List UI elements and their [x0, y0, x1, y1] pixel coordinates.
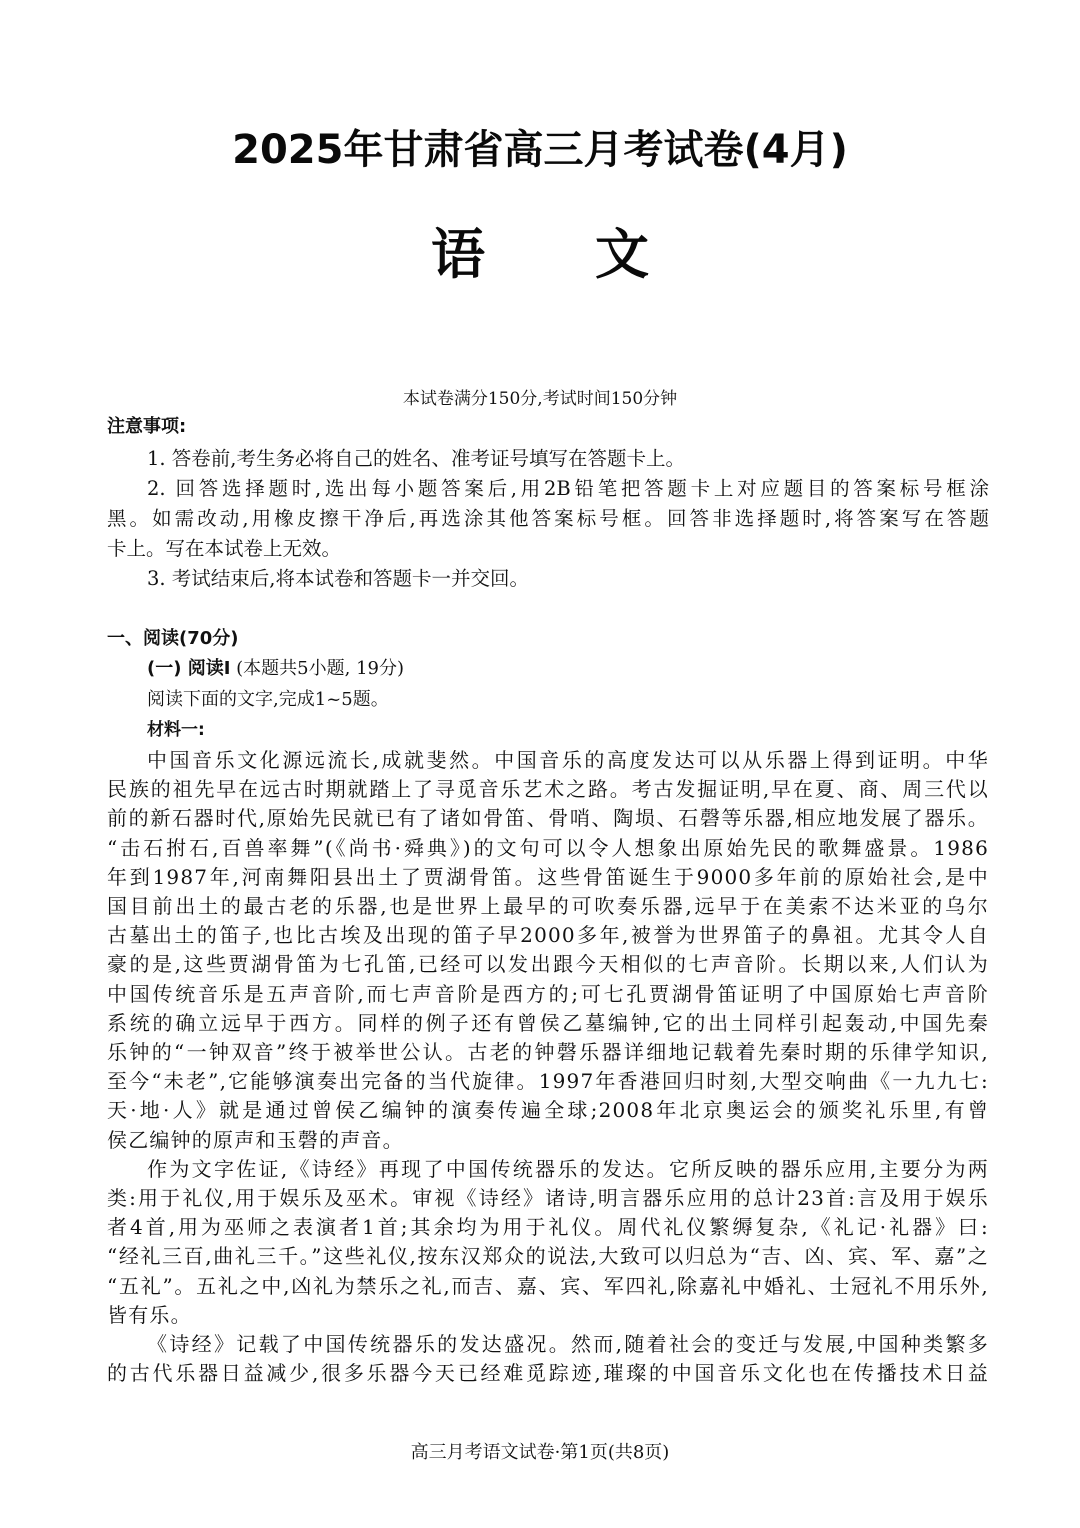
passage-line: 国目前出土的最古老的乐器,也是世界上最早的可吹奏乐器,远早于在美索不达米亚的乌尔 — [107, 894, 989, 919]
passage-line: 前的新石器时代,原始先民就已有了诸如骨笛、骨哨、陶埙、石磬等乐器,相应地发展了器乐。 — [107, 806, 989, 831]
sub-section-scope: (本题共5小题, 19分) — [236, 658, 405, 679]
subject-char-2: 文 — [595, 223, 649, 286]
notice-heading: 注意事项: — [107, 416, 187, 437]
passage-line: “五礼”。五礼之中,凶礼为禁乐之礼,而吉、嘉、宾、军四礼,除嘉礼中婚礼、士冠礼不用乐外, — [107, 1273, 989, 1298]
passage-line: 年到1987年,河南舞阳县出土了贾湖骨笛。这些骨笛诞生于9000多年前的原始社会,是中 — [107, 864, 989, 889]
passage-line: 侯乙编钟的原声和玉磬的声音。 — [107, 1127, 404, 1152]
passage-line: 乐钟的“一钟双音”终于被举世公认。古老的钟磬乐器详细地记载着先秦时期的乐律学知识, — [107, 1040, 989, 1065]
passage-line: 类:用于礼仪,用于娱乐及巫术。审视《诗经》诸诗,明言器乐应用的总计23首:言及用于娱乐 — [107, 1186, 989, 1211]
passage-line: 系统的确立远早于西方。同样的例子还有曾侯乙墓编钟,它的出土同样引起轰动,中国先秦 — [107, 1010, 989, 1035]
notice-line: 3. 考试结束后,将本试卷和答题卡一并交回。 — [147, 567, 530, 590]
material-label: 材料一: — [147, 720, 205, 740]
passage-line: 古墓出土的笛子,也比古埃及出现的笛子早2000多年,被誉为世界笛子的鼻祖。尤其令人自 — [107, 923, 989, 948]
subject-char-1: 语 — [431, 223, 485, 286]
passage — [107, 746, 989, 1388]
section-heading: 一、阅读(70分) — [107, 628, 239, 649]
exam-title: 2025年甘肃省高三月考试卷(4月) — [232, 127, 848, 173]
passage-line: 天·地·人》就是通过曾侯乙编钟的演奏传遍全球;2008年北京奥运会的颁奖礼乐里,有曾 — [107, 1098, 989, 1123]
sub-section-title: (一) 阅读I — [147, 658, 231, 679]
passage-line: 中国音乐文化源远流长,成就斐然。中国音乐的高度发达可以从乐器上得到证明。中华 — [147, 748, 989, 772]
passage-line: “经礼三百,曲礼三千。”这些礼仪,按东汉郑众的说法,大致可以归总为“吉、凶、宾、军、嘉”之 — [107, 1244, 989, 1269]
reading-instruction: 阅读下面的文字,完成1~5题。 — [147, 689, 389, 710]
passage-line: 民族的祖先早在远古时期就踏上了寻觅音乐艺术之路。考古发掘证明,早在夏、商、周三代以 — [107, 777, 989, 802]
passage-line: 者4首,用为巫师之表演者1首;其余均为用于礼仪。周代礼仪繁缛复杂,《礼记·礼器》曰: — [107, 1215, 989, 1240]
passage-line: 中国传统音乐是五声音阶,而七声音阶是西方的;可七孔贾湖骨笛证明了中国原始七声音阶 — [107, 981, 989, 1006]
passage-line: 皆有乐。 — [107, 1302, 192, 1327]
page-footer: 高三月考语文试卷·第1页(共8页) — [410, 1442, 670, 1463]
notice-list — [107, 444, 989, 594]
passage-line: 至今“未老”,它能够演奏出完备的当代旋律。1997年香港回归时刻,大型交响曲《一九九七: — [107, 1069, 989, 1094]
passage-line: 《诗经》记载了中国传统器乐的发达盛况。然而,随着社会的变迁与发展,中国种类繁多 — [147, 1332, 989, 1357]
exam-meta: 本试卷满分150分,考试时间150分钟 — [402, 389, 678, 409]
passage-line: 的古代乐器日益减少,很多乐器今天已经难觅踪迹,璀璨的中国音乐文化也在传播技术日益 — [107, 1361, 989, 1386]
notice-line: 2. 回答选择题时,选出每小题答案后,用2B铅笔把答题卡上对应题目的答案标号框涂 — [147, 477, 989, 500]
passage-line: “击石拊石,百兽率舞”(《尚书·舜典》)的文句可以令人想象出原始先民的歌舞盛景。1986 — [107, 835, 989, 860]
notice-line: 卡上。写在本试卷上无效。 — [107, 537, 342, 560]
subject-title — [0, 212, 1080, 289]
sub-section-heading — [147, 654, 404, 680]
passage-line: 作为文字佐证,《诗经》再现了中国传统器乐的发达。它所反映的器乐应用,主要分为两 — [147, 1156, 989, 1181]
notice-line: 黑。如需改动,用橡皮擦干净后,再选涂其他答案标号框。回答非选择题时,将答案写在答题 — [107, 507, 989, 530]
notice-line: 1. 答卷前,考生务必将自己的姓名、准考证号填写在答题卡上。 — [147, 447, 686, 470]
passage-line: 豪的是,这些贾湖骨笛为七孔笛,已经可以发出跟今天相似的七声音阶。长期以来,人们认为 — [107, 952, 989, 977]
